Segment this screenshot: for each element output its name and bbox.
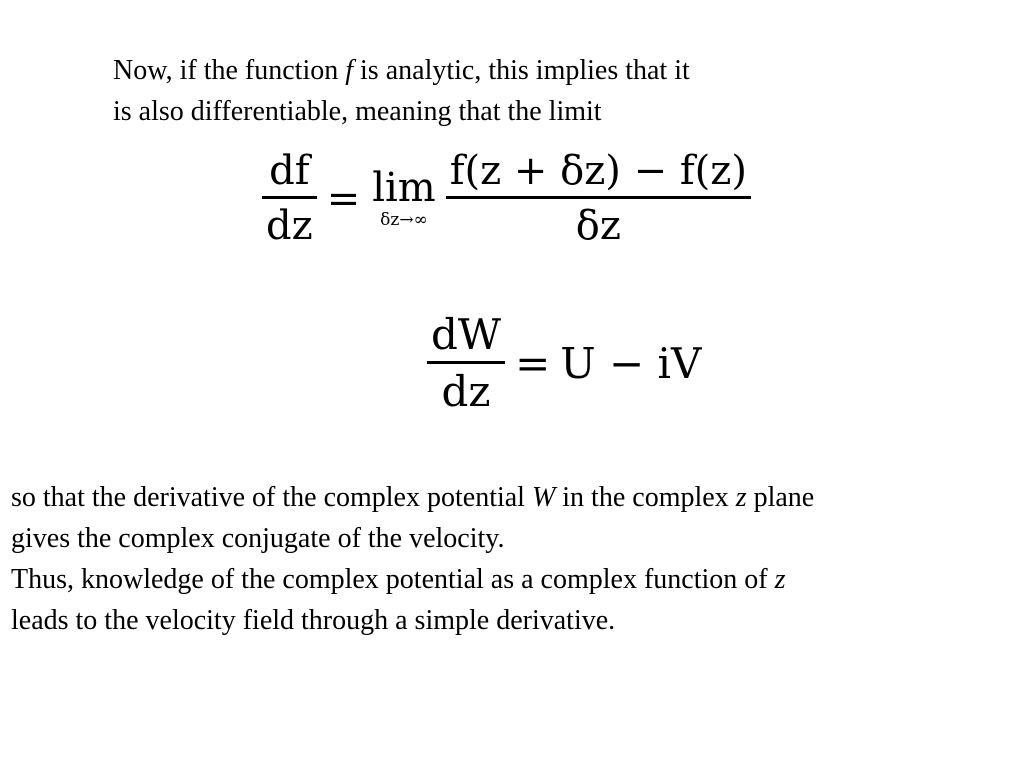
limit-operator bbox=[372, 165, 436, 230]
equation-right-side: U − iV bbox=[560, 339, 702, 389]
intro-text: is analytic, this implies that it bbox=[353, 55, 690, 86]
closing-paragraph bbox=[11, 477, 814, 641]
closing-text: in the complex bbox=[555, 482, 736, 513]
closing-text: so that the derivative of the complex potential bbox=[11, 482, 532, 513]
fraction-numerator: f(z + δz) − f(z) bbox=[449, 148, 747, 194]
limit-subscript: δz→∞ bbox=[380, 210, 428, 230]
intro-line-1 bbox=[113, 50, 690, 91]
intro-paragraph bbox=[113, 50, 690, 132]
closing-line-4: leads to the velocity field through a simple derivative. bbox=[11, 605, 616, 636]
equals-sign: = bbox=[326, 175, 361, 222]
closing-line-1 bbox=[11, 477, 814, 518]
closing-text: Thus, knowledge of the complex potential as a complex function of bbox=[11, 564, 775, 595]
derivative-fraction bbox=[427, 310, 505, 417]
closing-line-3 bbox=[11, 559, 814, 600]
variable-f: f bbox=[345, 55, 354, 86]
fraction-numerator: dW bbox=[431, 310, 502, 359]
variable-z: z bbox=[774, 564, 786, 595]
variable-z: z bbox=[735, 482, 747, 513]
limit-definition-equation bbox=[262, 150, 751, 247]
fraction-bar bbox=[262, 196, 317, 199]
fraction-denominator: δz bbox=[575, 203, 621, 249]
fraction-bar bbox=[446, 196, 751, 199]
fraction-bar bbox=[427, 361, 505, 364]
fraction-denominator: dz bbox=[441, 367, 491, 417]
derivative-fraction bbox=[262, 150, 317, 247]
variable-w: W bbox=[531, 482, 556, 513]
equals-sign: = bbox=[515, 339, 551, 389]
intro-text: Now, if the function bbox=[113, 55, 346, 86]
complex-potential-derivative-equation bbox=[427, 310, 702, 417]
intro-line-2: is also differentiable, meaning that the limit bbox=[113, 96, 602, 127]
closing-line-2: gives the complex conjugate of the velocity. bbox=[11, 523, 505, 554]
closing-text: plane bbox=[746, 482, 815, 513]
limit-word: lim bbox=[372, 165, 436, 211]
fraction-denominator: dz bbox=[266, 203, 313, 249]
difference-quotient-fraction bbox=[446, 150, 751, 247]
fraction-numerator: df bbox=[269, 148, 310, 194]
